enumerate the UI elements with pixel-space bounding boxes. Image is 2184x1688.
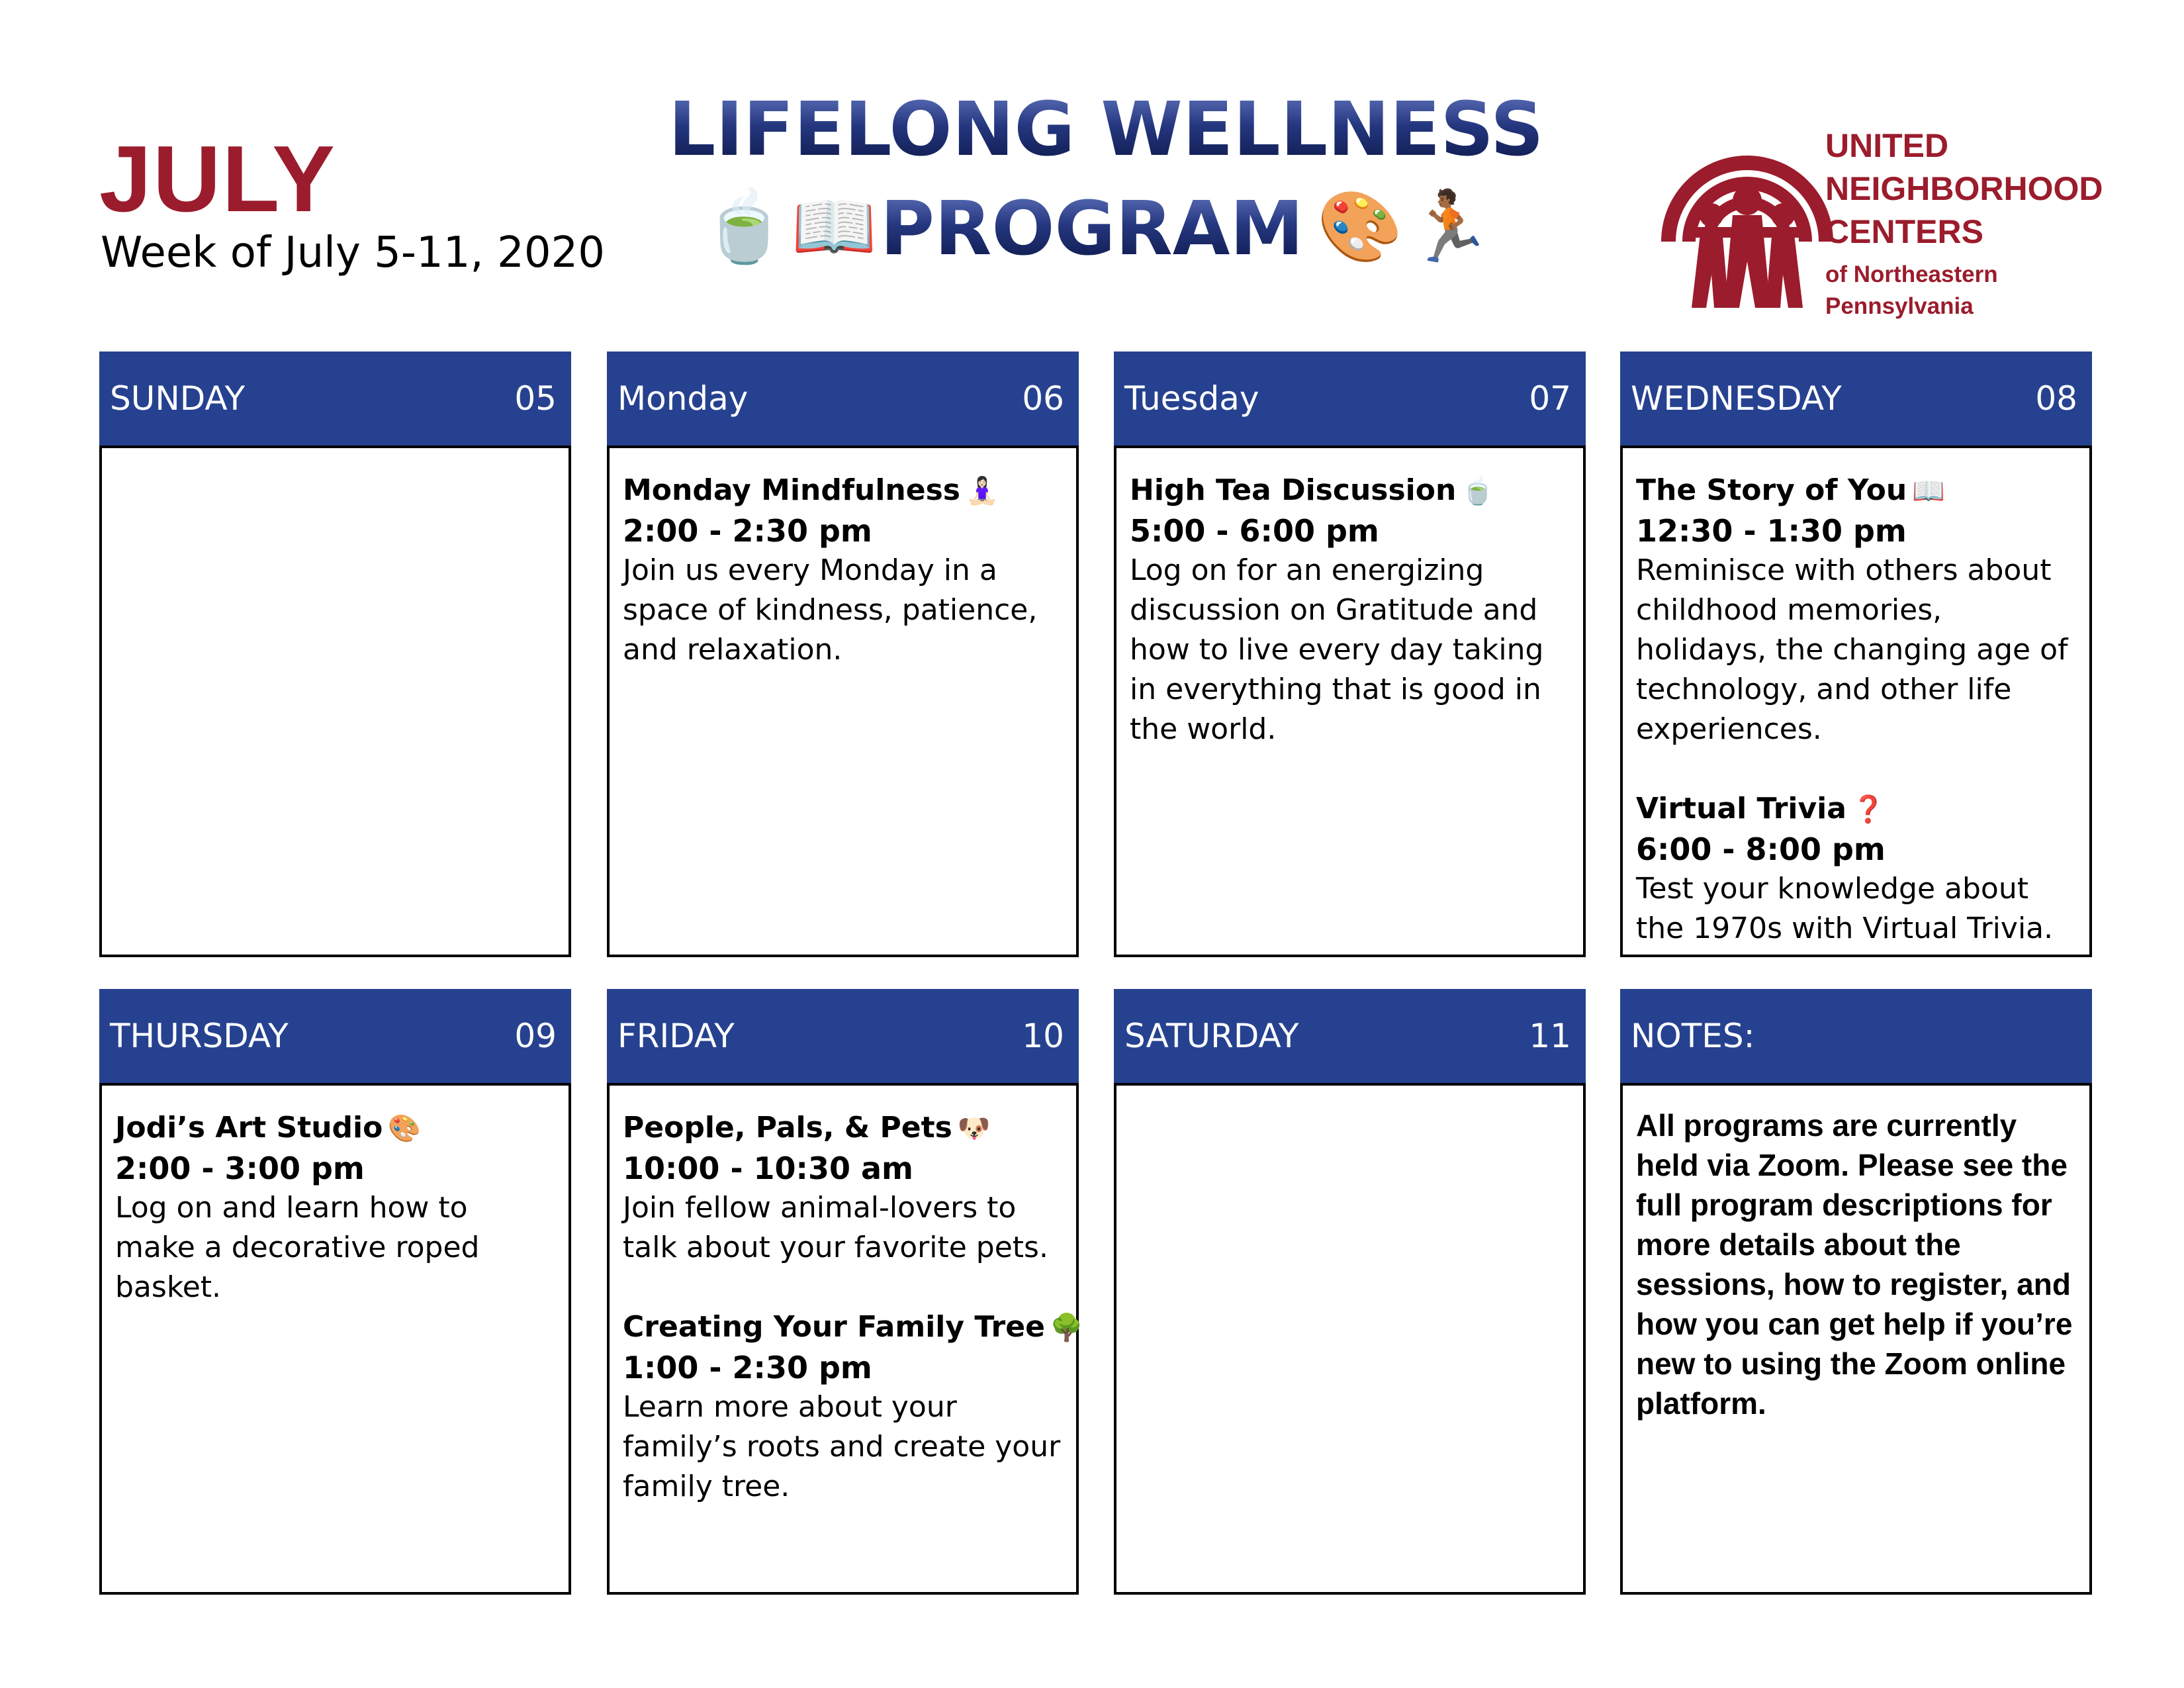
event-description: Test your knowledge about the 1970s with Virtual Trivia. <box>1636 872 2054 945</box>
question-icon: ❓ <box>1851 794 1885 825</box>
event-description: Reminisce with others about childhood memories, holidays, the changing age of technology, and other life experiences. <box>1636 553 2068 746</box>
logo-text <box>1825 124 2103 322</box>
day-card-wednesday <box>1620 352 2092 957</box>
palette-icon: 🎨 <box>1317 186 1403 267</box>
day-body <box>102 448 569 471</box>
day-name: THURSDAY <box>110 1017 289 1055</box>
day-header <box>1114 352 1586 448</box>
event <box>1636 471 2076 749</box>
day-body <box>1116 1086 1583 1108</box>
notes-header <box>1620 989 2092 1086</box>
event-time: 10:00 - 10:30 am <box>623 1150 913 1186</box>
notes-card <box>1620 989 2092 1595</box>
dog-icon: 🐶 <box>957 1113 991 1144</box>
month-title: JULY <box>99 126 336 232</box>
day-name: Monday <box>617 379 749 418</box>
day-body <box>1623 448 2089 949</box>
day-name: SATURDAY <box>1124 1017 1299 1055</box>
day-card-friday <box>607 989 1083 1595</box>
day-card-monday <box>607 352 1079 957</box>
tree-icon: 🌳 <box>1050 1313 1083 1343</box>
day-name: Tuesday <box>1124 379 1259 418</box>
day-name: WEDNESDAY <box>1631 379 1842 418</box>
event-time: 2:00 - 2:30 pm <box>623 513 872 549</box>
day-header <box>99 352 571 448</box>
event-title: The Story of You <box>1636 473 1907 507</box>
week-range: Week of July 5-11, 2020 <box>101 228 605 277</box>
event <box>1130 471 1570 749</box>
event <box>1636 789 2076 949</box>
meditation-icon: 🧘🏻‍♀️ <box>965 476 999 506</box>
event <box>623 471 1063 670</box>
day-date: 06 <box>1022 379 1064 418</box>
logo-line3: CENTERS <box>1825 213 1983 250</box>
tea-icon: 🍵 <box>1461 476 1495 506</box>
day-card-thursday <box>99 989 571 1595</box>
logo-line5: Pennsylvania <box>1825 293 1974 319</box>
tea-icon: 🍵 <box>702 186 788 267</box>
day-date: 09 <box>514 1017 557 1055</box>
day-body <box>102 1086 569 1307</box>
runner-icon: 🏃🏾 <box>1406 186 1492 267</box>
event-time: 5:00 - 6:00 pm <box>1130 513 1379 549</box>
book-icon: 📖 <box>791 186 877 267</box>
day-date: 05 <box>514 379 557 418</box>
day-header <box>1620 352 2092 448</box>
event-time: 12:30 - 1:30 pm <box>1636 513 1907 549</box>
day-name: SUNDAY <box>110 379 246 418</box>
book-icon: 📖 <box>1912 476 1946 506</box>
day-date: 10 <box>1022 1017 1064 1055</box>
logo-line2: NEIGHBORHOOD <box>1825 170 2103 207</box>
day-date: 11 <box>1529 1017 1571 1055</box>
day-header <box>607 352 1079 448</box>
title-icons-right <box>1317 186 1496 267</box>
day-card-tuesday <box>1114 352 1586 957</box>
unc-logo-icon <box>1648 116 1846 314</box>
day-card-sunday <box>99 352 571 957</box>
day-date: 07 <box>1529 379 1571 418</box>
logo-line4: of Northeastern <box>1825 261 1998 287</box>
day-header <box>99 989 571 1086</box>
day-body <box>610 448 1076 670</box>
event <box>623 1108 1063 1268</box>
notes-title: NOTES: <box>1631 1017 1755 1055</box>
event <box>623 1307 1083 1507</box>
day-header <box>1114 989 1586 1086</box>
program-title-line2: PROGRAM <box>880 186 1304 272</box>
notes-text: Please see the full program descriptions for more details about the sessions, how to register, and how you can get help if you’re new to using the Zoom online platform. <box>1636 1148 2073 1421</box>
day-body <box>1116 448 1583 749</box>
event-time: 1:00 - 2:30 pm <box>623 1350 872 1385</box>
event-title: Creating Your Family Tree <box>623 1310 1045 1344</box>
event-title: Virtual Trivia <box>1636 792 1846 825</box>
title-icons-left <box>702 186 881 267</box>
event-description: Join fellow animal-lovers to talk about your favorite pets. <box>623 1191 1048 1264</box>
day-name: FRIDAY <box>617 1017 735 1055</box>
day-body <box>610 1086 1083 1507</box>
event-time: 2:00 - 3:00 pm <box>115 1150 365 1186</box>
event-description: Log on and learn how to make a decorative roped basket. <box>115 1191 480 1304</box>
logo-line1: UNITED <box>1825 127 1949 164</box>
event-time: 6:00 - 8:00 pm <box>1636 831 1886 867</box>
day-card-saturday <box>1114 989 1586 1595</box>
event-title: Monday Mindfulness <box>623 473 960 507</box>
event <box>115 1108 555 1307</box>
palette-icon: 🎨 <box>388 1113 422 1144</box>
notes-body <box>1623 1086 2089 1423</box>
event-title: People, Pals, & Pets <box>623 1111 952 1145</box>
event-description: Log on for an energizing discussion on Gratitude and how to live every day taking in everything that is good in the world. <box>1130 553 1544 746</box>
event-title: Jodi’s Art Studio <box>115 1111 383 1145</box>
day-date: 08 <box>2035 379 2077 418</box>
event-title: High Tea Discussion <box>1130 473 1457 507</box>
event-description: Learn more about your family’s roots and create your family tree. <box>623 1390 1061 1503</box>
program-title-line1: LIFELONG WELLNESS <box>668 87 1544 173</box>
notes-emphasis: All programs are currently held via Zoom. <box>1636 1108 2017 1182</box>
event-description: Join us every Monday in a space of kindness, patience, and relaxation. <box>623 553 1038 667</box>
day-header <box>607 989 1079 1086</box>
